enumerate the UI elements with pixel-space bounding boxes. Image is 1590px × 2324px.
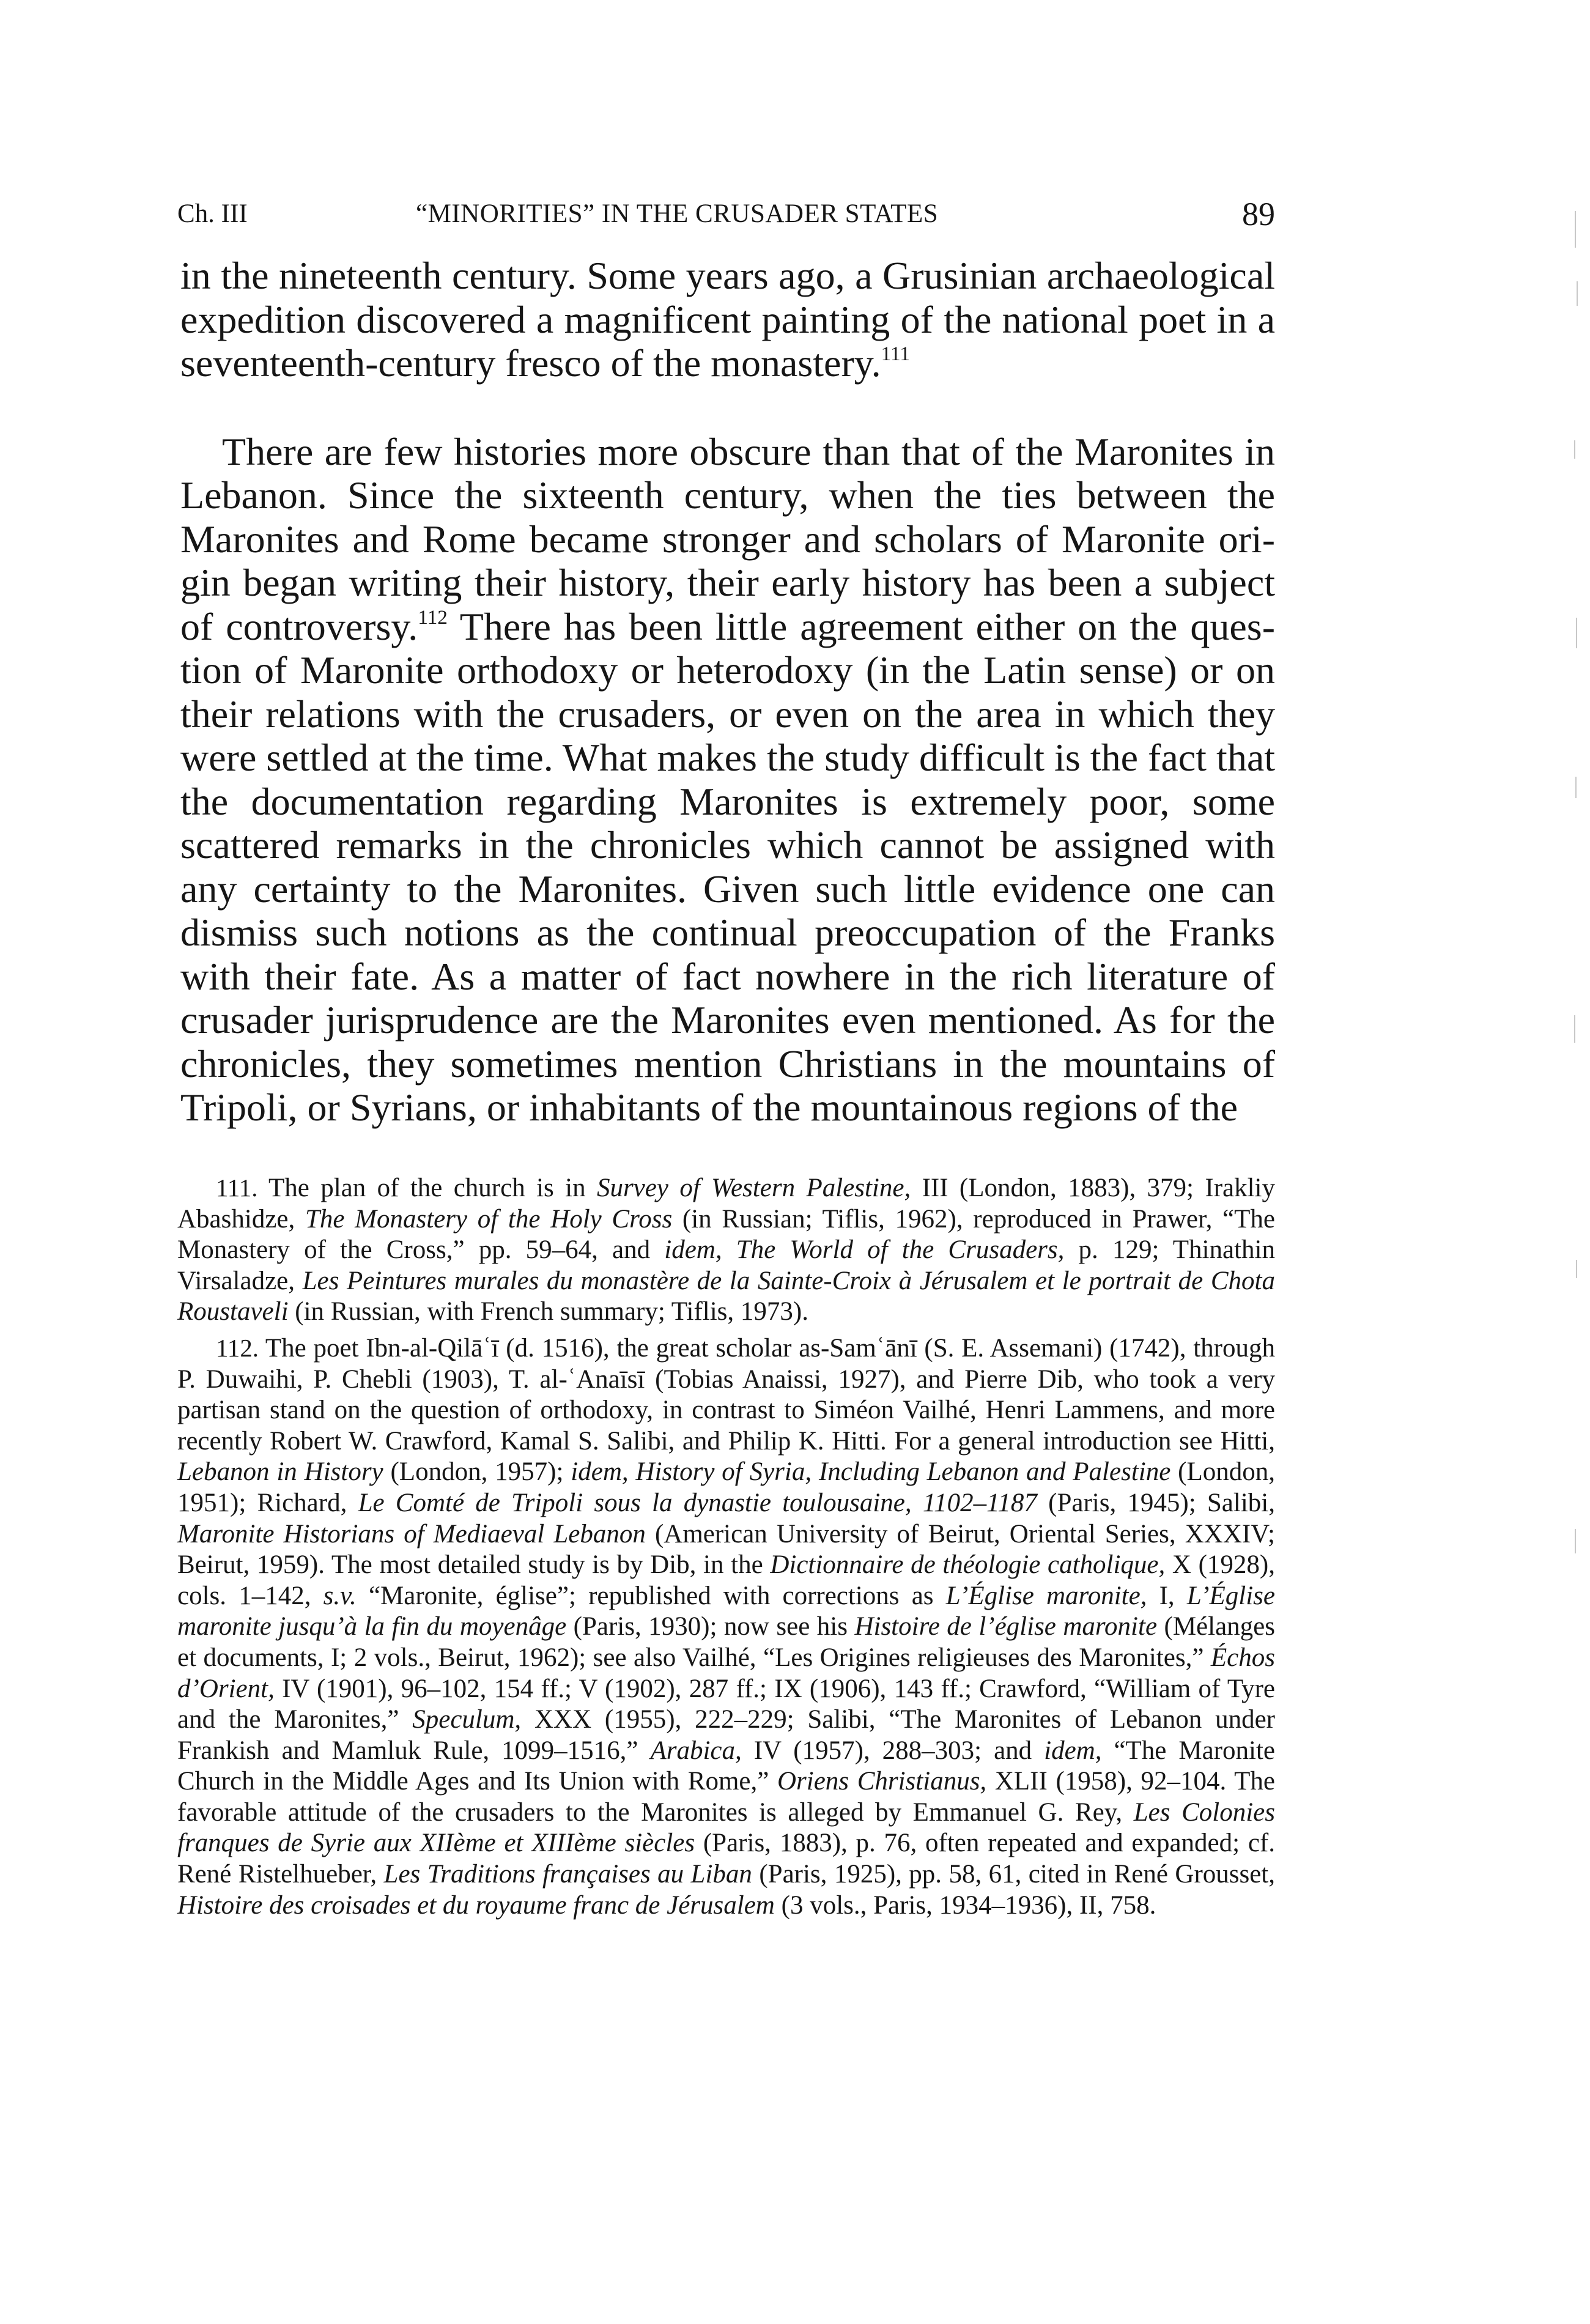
scan-speck [1576, 1260, 1577, 1278]
scan-speck [1574, 440, 1575, 459]
footnote-text-segment: (in Russian, with French summary; Tiflis, 1973). [288, 1297, 808, 1327]
running-header [177, 193, 1275, 235]
scan-speck [1574, 1015, 1575, 1043]
scan-speck [1575, 211, 1576, 248]
footnote-text-segment: idem, [1044, 1736, 1102, 1765]
footnote-text-segment: (Paris, 1883), p. 76, often repeated and expanded; cf. René Ristelhueber, [177, 1829, 1275, 1889]
footnote-text-segment: The poet Ibn-al-Qilāʿī (d. 1516), the great scholar as-Samʿānī (S. E. Assemani) (1742), through P. Duwaihi, P. Chebli (1903), T. al-ʿAnaīsī (Tobias Anaissi, 1927), and Pierre Dib, who took a very partisan stand on the question of orthodoxy, in contrast to Siméon Vailhé, Henri Lammens, and more recently Robert W. Crawford, Kamal S. Salibi, and Philip K. Hitti. For a general introduction see Hitti, [177, 1333, 1275, 1456]
footnote-text-segment: XXX (1955), 222–229; Salibi, “The Maronites of Lebanon under Frankish and Mamluk Rule, 1099–1516,” [177, 1705, 1275, 1765]
footnote-text-segment: Les Colonies franques de Syrie aux XIIème et XIIIème siècles [177, 1797, 1275, 1858]
footnote-text-segment: (Paris, 1945); Salibi, [1037, 1488, 1275, 1517]
footnote-text-segment: Histoire des croisades et du royaume franc de Jérusalem [177, 1890, 775, 1920]
footnote-text-segment: Oriens Christianus, [777, 1767, 987, 1796]
footnote-text-segment: (Mélanges et documents, I; 2 vols., Beirut, 1962); see also Vailhé, “Les Origines religieuses des Maronites,” [177, 1612, 1275, 1672]
footnote-text-segment: The Monastery of the Holy Cross [305, 1204, 673, 1234]
footnote-text-segment: “Maronite, église”; republished with corrections as [356, 1581, 946, 1610]
footnote-text-segment: X (1928), cols. 1–142, [177, 1550, 1276, 1610]
footnote-text-segment: (3 vols., Paris, 1934–1936), II, 758. [774, 1890, 1156, 1920]
footnote-text-segment: Survey of Western Palestine, [596, 1174, 911, 1202]
footnote-text-segment: Lebanon in History [177, 1457, 383, 1487]
scan-speck [1575, 777, 1577, 798]
footnote-text-segment: (London, 1957); [383, 1457, 571, 1487]
paragraph-1 [180, 254, 1275, 385]
footnote-text-segment: Histoire de l’église maronite [854, 1612, 1158, 1641]
footnotes [177, 1173, 1275, 1926]
footnote-text-segment: Échos d’Orient, [177, 1643, 1275, 1703]
paragraph-2-text-b: There has been little agreement either on the question of Maronite orthodoxy or heterodoxy (in the Latin sense) or on their relations with the crusaders, or even on the area in which they were settled at the time. What makes the study difficult is the fact that the documentation regarding Maronites is extremely poor, some scattered remarks in the chronicles which cannot be assigned with any certainty to the Maronites. Given such little evidence one can dismiss such notions as the continual preoccupation of the Franks with their fate. As a matter of fact nowhere in the rich literature of crusader jurisprudence are the Maronites even mentioned. As for the chronicles, they sometimes mention Christians in the mountains of Tripoli, or Syrians, or inhabitants of the mountainous regions of the [180, 604, 1276, 1129]
footnote-text-segment: IV (1957), 288–303; and [741, 1736, 1045, 1765]
footnote-text-segment: idem, History of Syria, Including Lebanon and Palestine [571, 1457, 1171, 1487]
footnote-text-segment: (American University of Beirut, Oriental Series, XXXIV; Beirut, 1959). The most detailed study is by Dib, in the [177, 1519, 1275, 1580]
footnote-text-segment: p. 129; Thinathin Virsaladze, [177, 1235, 1275, 1295]
footnote-text-segment: (Paris, 1930); now see his [566, 1612, 855, 1641]
footnote-text-segment: (in Russian; Tiflis, 1962), reproduced in Prawer, “The Monastery of the Cross,” pp. 59–64, and [177, 1204, 1275, 1265]
footnote-ref-111[interactable]: 111 [881, 342, 911, 366]
footnote-text-segment: Le Comté de Tripoli sous la dynastie toulousaine, 1102–1187 [358, 1488, 1037, 1517]
footnote-text-segment: Maronite Historians of Mediaeval Lebanon [177, 1519, 646, 1549]
footnote-text-segment: Les Traditions françaises au Liban [383, 1860, 752, 1889]
scan-speck [1576, 618, 1577, 648]
footnote-111 [177, 1173, 1275, 1328]
main-text [180, 254, 1275, 1130]
footnote-text-segment: idem, The World of the Crusaders, [664, 1235, 1065, 1265]
scan-speck [1575, 1529, 1576, 1553]
paragraph-2 [180, 430, 1275, 1130]
footnote-text-segment: Arabica, [650, 1736, 742, 1765]
footnote-label: 111. [216, 1174, 258, 1202]
running-title: “MINORITIES” IN THE CRUSADER STATES [416, 199, 939, 228]
footnote-text-segment: Les Peintures murales du monastère de la Sainte-Croix à Jérusalem et le portrait de Chota Roustaveli [177, 1266, 1275, 1327]
footnote-text-segment: IV (1901), 96–102, 154 ff.; V (1902), 287 ff.; IX (1906), 143 ff.; Crawford, “William of Tyre and the Maronites,” [177, 1674, 1275, 1734]
footnote-text-segment: I, [1147, 1581, 1187, 1610]
footnote-text-segment: Speculum, [412, 1705, 522, 1734]
footnote-text-segment: Dictionnaire de théologie catholique, [770, 1550, 1166, 1580]
footnote-text-segment: XLII (1958), 92–104. The favorable attitude of the crusaders to the Maronites is alleged by Emmanuel G. Rey, [177, 1767, 1276, 1827]
footnote-text-segment: s.v. [323, 1581, 357, 1610]
footnote-text-segment: “The Maronite Church in the Middle Ages and Its Union with Rome,” [177, 1736, 1275, 1796]
paragraph-1-text: in the nineteenth century. Some years ago, a Grusinian archaeological expedition discovered a magnificent painting of the national poet in a seventeenth-century fresco of the monastery. [180, 254, 1275, 385]
footnote-text-segment: L’Église maronite, [945, 1581, 1147, 1610]
page-number: 89 [1242, 196, 1275, 232]
footnote-ref-112[interactable]: 112 [418, 605, 448, 629]
footnote-text-segment: III (London, 1883), 379; Irakliy Abashidze, [177, 1174, 1275, 1234]
chapter-label: Ch. III [177, 199, 248, 228]
footnote-text-segment: L’Église maronite jusqu’à la fin du moyenâge [177, 1581, 1275, 1641]
footnote-112 [177, 1333, 1275, 1921]
footnote-text-segment: (Paris, 1925), pp. 58, 61, cited in René Grousset, [752, 1860, 1276, 1889]
footnote-label: 112. [216, 1334, 259, 1362]
scan-speck [1577, 281, 1578, 306]
footnote-text-segment: (London, 1951); Richard, [177, 1457, 1275, 1517]
paragraph-2-text-a: There are few histories more obscure than that of the Maronites in Lebanon. Since the sixteenth century, when the ties between the Maronites and Rome became stronger and scholars of Maronite origin began writing their history, their early history has been a subject of controversy. [180, 429, 1275, 648]
footnote-text-segment: The plan of the church is in [257, 1174, 597, 1202]
